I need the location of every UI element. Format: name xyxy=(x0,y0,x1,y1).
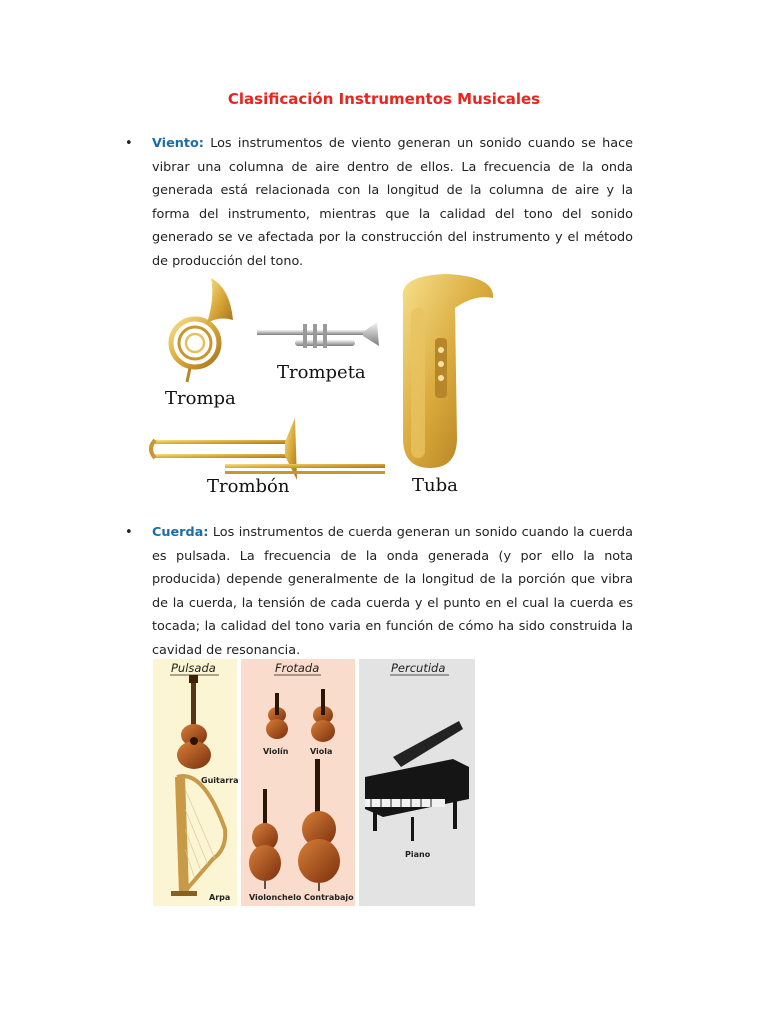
cuerda-term: Cuerda: xyxy=(152,525,209,540)
piano-label: Piano xyxy=(405,850,431,859)
trompeta-label: Trompeta xyxy=(277,362,366,383)
viento-paragraph xyxy=(152,132,633,273)
french-horn-icon xyxy=(171,278,233,382)
frotada-header: Frotada xyxy=(275,661,320,675)
cuerda-paragraph xyxy=(152,521,633,662)
percutida-header: Percutida xyxy=(391,661,446,675)
bullet-dot-icon: • xyxy=(125,525,133,540)
trompa-label: Trompa xyxy=(165,388,236,409)
arpa-label: Arpa xyxy=(209,893,231,902)
violonchelo-label: Violonchelo xyxy=(249,893,302,902)
tuba-label: Tuba xyxy=(412,475,458,496)
bullet-dot-icon: • xyxy=(125,136,133,151)
contrabajo-label: Contrabajo xyxy=(304,893,354,902)
pulsada-header: Pulsada xyxy=(171,661,216,675)
cuerda-text: Los instrumentos de cuerda generan un sonido cuando la cuerda es pulsada. La frecuencia de la onda generada (y por ello la nota producida) depende generalmente de la longitud de la porción que vibra de la cuerda, la tensión de cada cuerda y el punto en el cual la cuerda es tocada; la calidad del tono varia en función de cómo ha sido construida la cavidad de resonancia. xyxy=(152,525,633,658)
tuba-icon xyxy=(403,274,493,468)
guitarra-label: Guitarra xyxy=(201,776,239,785)
document-title: Clasificación Instrumentos Musicales xyxy=(227,90,541,108)
wind-instruments-figure xyxy=(145,268,505,500)
trumpet-icon xyxy=(257,322,379,348)
trombon-label: Trombón xyxy=(207,476,290,497)
viento-term: Viento: xyxy=(152,136,204,151)
bullet-viento xyxy=(125,132,633,273)
viola-label: Viola xyxy=(310,747,333,756)
bullet-cuerda xyxy=(125,521,633,662)
trombone-icon xyxy=(151,418,385,480)
viento-text: Los instrumentos de viento generan un sonido cuando se hace vibrar una columna de aire dentro de ellos. La frecuencia de la onda generada está relacionada con la longitud de la columna de aire y la forma del instrumento, mientras que la calidad del tono del sonido generado se ve afectada por la construcción del instrumento y el método de producción del tono. xyxy=(152,136,633,269)
violin-label: Violín xyxy=(263,747,289,756)
string-instruments-figure xyxy=(153,659,475,906)
